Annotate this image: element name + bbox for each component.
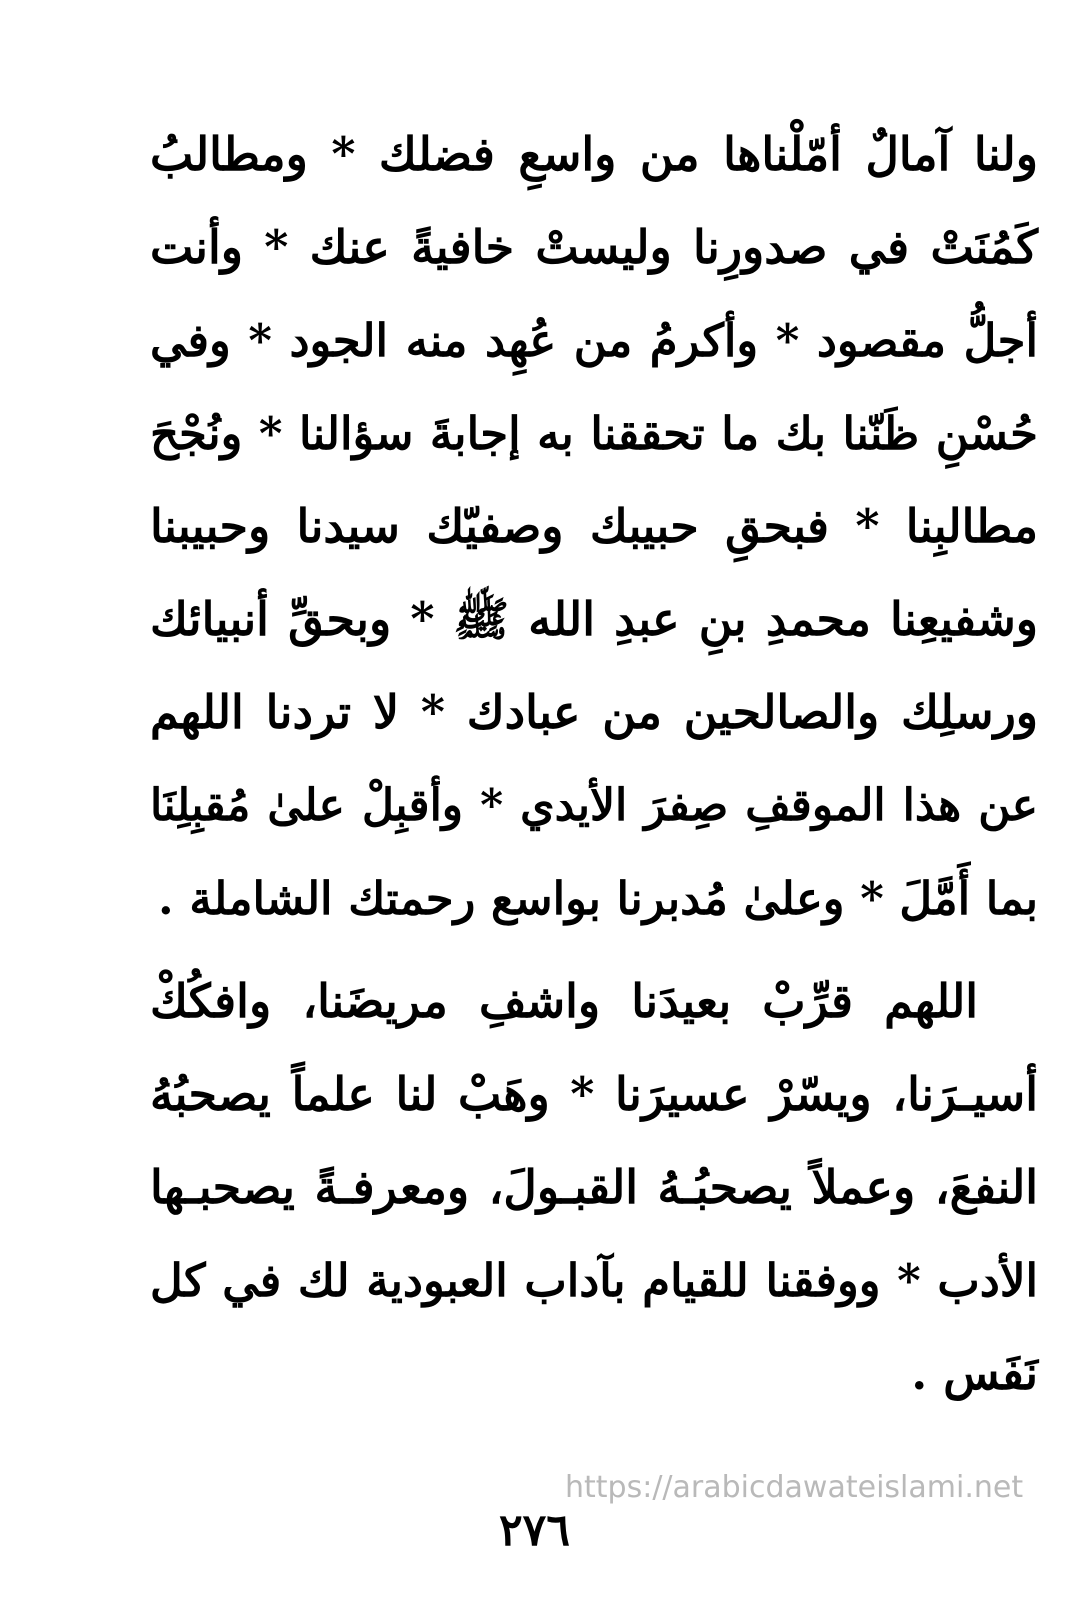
text-line: أجلُّ مقصود * وأكرمُ من عُهِد منه الجود * وفي [150,314,1038,367]
paragraph-gap [150,945,1038,955]
text-line: ولنا آمالٌ أمّلْناها من واسعِ فضلك * ومطالبُ [150,127,1038,181]
text-line: الأدب * ووفقنا للقيام بآداب العبودية لك في كل [150,1254,1038,1307]
watermark-url: https://arabicdawateislami.net [565,1470,1024,1505]
text-line: ورسلِك والصالحين من عبادك * لا تردنا اللهم [150,685,1038,739]
text-line: عن هذا الموقفِ صِفرَ الأيدي * وأقبِلْ علىٰ مُقبِلِنَا [150,780,1038,831]
text-line: النفعَ، وعملاً يصحبُـهُ القبـولَ، ومعرفـةً يصحبـها [150,1160,1038,1214]
text-line: مطالبِنا * فبحقِ حبيبك وصفيّك سيدنا وحبيبنا [150,499,1038,553]
text-line: نَفَس . [911,1346,1038,1400]
text-line: أسيـرَنا، ويسّرْ عسيرَنا * وهَبْ لنا علماً يصحبُهُ [150,1067,1038,1121]
body-text [150,108,1038,1420]
text-line: اللهم قرِّبْ بعيدَنا واشفِ مريضَنا، وافكُكْ [150,974,978,1028]
page-number: ٢٧٦ [499,1505,570,1556]
text-line: بما أَمَّلَ * وعلىٰ مُدبرنا بواسع رحمتك الشاملة . [158,872,1038,925]
text-line: وشفيعِنا محمدِ بنِ عبدِ الله ﷺ * وبحقِّ أنبيائك [150,592,1038,646]
text-line: حُسْنِ ظَنّنا بك ما تحققنا به إجابةَ سؤالنا * ونُجْحَ [150,407,1038,460]
text-line: كَمُنَتْ في صدورِنا وليستْ خافيةً عنك * وأنت [150,220,1038,274]
